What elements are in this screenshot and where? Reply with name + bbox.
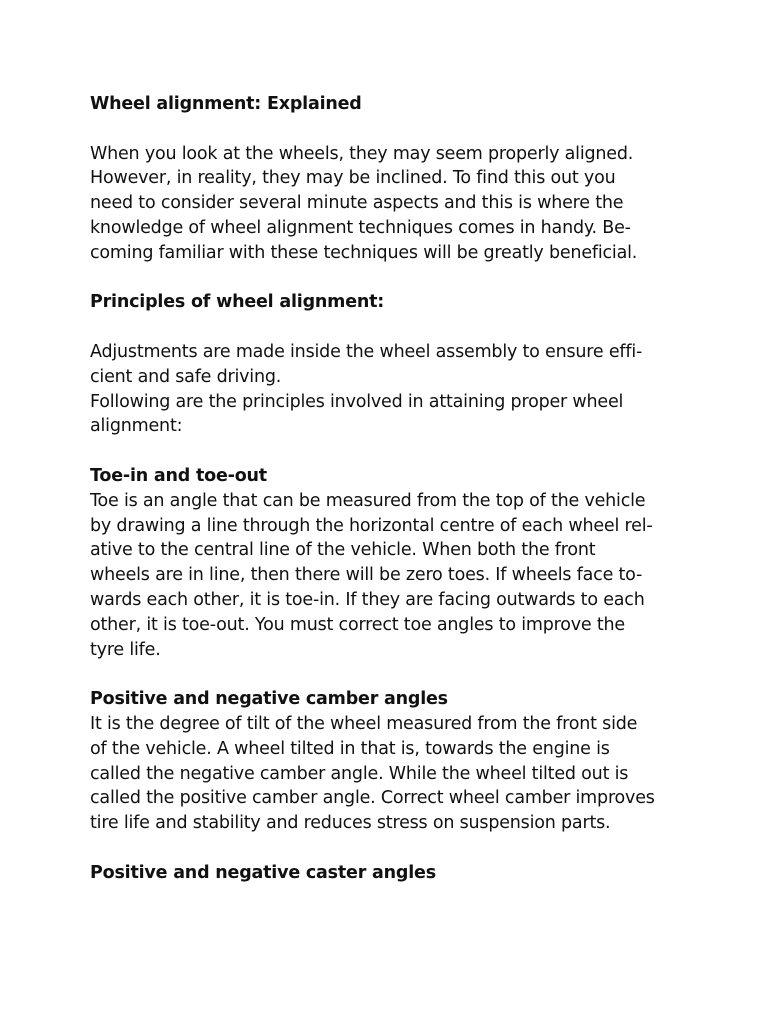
camber-paragraph: [90, 712, 690, 836]
text-line: called the positive camber angle. Correct wheel camber improves: [90, 788, 655, 809]
text-line: ative to the central line of the vehicle. When both the front: [90, 540, 596, 561]
text-line: tyre life.: [90, 639, 161, 660]
spacer: [90, 266, 690, 291]
document-title: Wheel alignment: Explained: [90, 94, 362, 114]
text-line: Following are the principles involved in attaining proper wheel: [90, 391, 624, 412]
text-line: coming familiar with these techniques will be greatly beneficial.: [90, 242, 638, 263]
section-heading-camber: Positive and negative camber angles: [90, 689, 448, 710]
spacer: [90, 315, 690, 340]
text-line: It is the degree of tilt of the wheel measured from the front side: [90, 713, 638, 734]
section-heading-principles: Principles of wheel alignment:: [90, 292, 385, 313]
text-line: need to consider several minute aspects and this is where the: [90, 193, 624, 214]
text-line: by drawing a line through the horizontal centre of each wheel rel-: [90, 515, 653, 536]
text-line: alignment:: [90, 416, 183, 437]
spacer: [90, 836, 690, 861]
text-line: However, in reality, they may be inclined. To find this out you: [90, 168, 616, 189]
text-line: wheels are in line, then there will be zero toes. If wheels face to-: [90, 565, 643, 586]
text-line: of the vehicle. A wheel tilted in that is, towards the engine is: [90, 738, 610, 759]
spacer: [90, 439, 690, 464]
text-line: tire life and stability and reduces stress on suspension parts.: [90, 813, 611, 834]
text-line: cient and safe driving.: [90, 366, 282, 387]
text-line: wards each other, it is toe-in. If they are facing outwards to each: [90, 589, 645, 610]
principles-paragraph: [90, 340, 690, 439]
text-line: called the negative camber angle. While the wheel tilted out is: [90, 763, 629, 784]
text-line: Adjustments are made inside the wheel assembly to ensure effi-: [90, 341, 643, 362]
text-line: other, it is toe-out. You must correct toe angles to improve the: [90, 614, 625, 635]
document-page: [90, 92, 690, 886]
section-heading-toe: Toe-in and toe-out: [90, 465, 267, 486]
spacer: [90, 662, 690, 687]
toe-paragraph: [90, 489, 690, 663]
text-line: When you look at the wheels, they may seem properly aligned.: [90, 143, 634, 164]
text-line: knowledge of wheel alignment techniques comes in handy. Be-: [90, 217, 631, 238]
text-line: Toe is an angle that can be measured from the top of the vehicle: [90, 490, 646, 511]
intro-paragraph: [90, 142, 690, 266]
spacer: [90, 117, 690, 142]
section-heading-caster: Positive and negative caster angles: [90, 862, 436, 883]
